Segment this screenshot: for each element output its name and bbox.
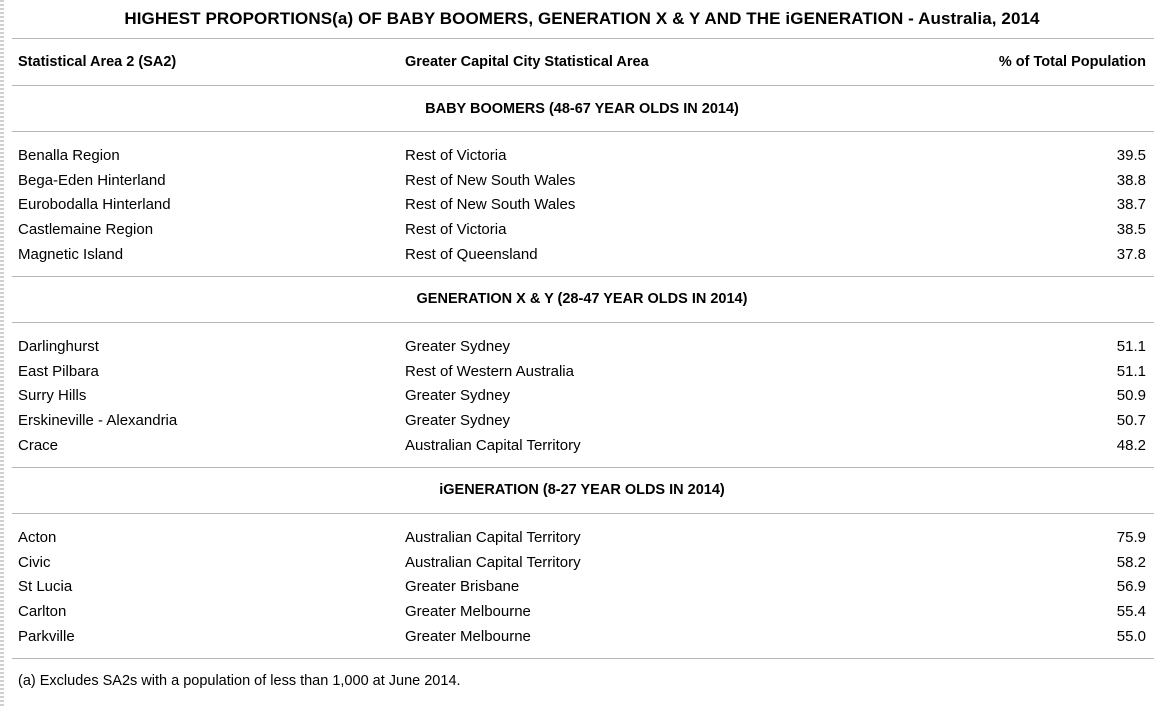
cell-sa2: Carlton bbox=[18, 603, 67, 621]
page-left-edge bbox=[0, 0, 4, 706]
footnote: (a) Excludes SA2s with a population of less than 1,000 at June 2014. bbox=[18, 672, 461, 689]
cell-sa2: Castlemaine Region bbox=[18, 221, 154, 239]
cell-gccsa: Greater Brisbane bbox=[405, 578, 520, 596]
cell-sa2: Bega-Eden Hinterland bbox=[18, 171, 166, 189]
table-row bbox=[8, 168, 1156, 193]
cell-gccsa: Greater Sydney bbox=[405, 412, 511, 430]
cell-sa2: Darlinghurst bbox=[18, 337, 99, 355]
table-row bbox=[8, 433, 1156, 458]
cell-pct: 50.7 bbox=[1116, 412, 1146, 430]
cell-gccsa: Australian Capital Territory bbox=[405, 437, 581, 455]
column-header-gccsa: Greater Capital City Statistical Area bbox=[405, 54, 649, 70]
cell-pct: 56.9 bbox=[1116, 578, 1146, 596]
cell-pct: 50.9 bbox=[1116, 387, 1146, 405]
cell-gccsa: Rest of New South Wales bbox=[405, 196, 576, 214]
table-row bbox=[8, 217, 1156, 242]
cell-pct: 75.9 bbox=[1116, 528, 1146, 546]
table-row bbox=[8, 550, 1156, 575]
report-page bbox=[8, 0, 1156, 706]
cell-gccsa: Rest of New South Wales bbox=[405, 171, 576, 189]
table-row bbox=[8, 334, 1156, 359]
cell-sa2: Acton bbox=[18, 528, 57, 546]
cell-gccsa: Rest of Western Australia bbox=[405, 362, 574, 380]
table-row bbox=[8, 193, 1156, 218]
cell-sa2: Eurobodalla Hinterland bbox=[18, 196, 171, 214]
table-row bbox=[8, 575, 1156, 600]
cell-sa2: East Pilbara bbox=[18, 362, 99, 380]
column-header-pct: % of Total Population bbox=[998, 54, 1146, 70]
cell-pct: 58.2 bbox=[1116, 553, 1146, 571]
cell-pct: 55.0 bbox=[1116, 628, 1146, 646]
section-heading-label: GENERATION X & Y (28-47 YEAR OLDS IN 2014) bbox=[416, 291, 748, 308]
cell-gccsa: Australian Capital Territory bbox=[405, 553, 581, 571]
cell-gccsa: Greater Sydney bbox=[405, 337, 511, 355]
cell-sa2: Benalla Region bbox=[18, 146, 120, 164]
table-row bbox=[8, 359, 1156, 384]
table-row bbox=[8, 242, 1156, 267]
cell-gccsa: Greater Sydney bbox=[405, 387, 511, 405]
cell-pct: 48.2 bbox=[1116, 437, 1146, 455]
cell-sa2: Magnetic Island bbox=[18, 246, 124, 264]
section-heading-igeneration bbox=[8, 468, 1156, 513]
table-row bbox=[8, 624, 1156, 649]
cell-gccsa: Rest of Victoria bbox=[405, 221, 507, 239]
table-row bbox=[8, 408, 1156, 433]
section-heading-generation-xy bbox=[8, 277, 1156, 322]
cell-gccsa: Greater Melbourne bbox=[405, 603, 531, 621]
table-row bbox=[8, 143, 1156, 168]
cell-gccsa: Greater Melbourne bbox=[405, 628, 531, 646]
cell-sa2: Surry Hills bbox=[18, 387, 87, 405]
cell-pct: 37.8 bbox=[1116, 246, 1146, 264]
cell-pct: 38.5 bbox=[1116, 221, 1146, 239]
cell-pct: 55.4 bbox=[1116, 603, 1146, 621]
cell-pct: 39.5 bbox=[1116, 146, 1146, 164]
table-row bbox=[8, 525, 1156, 550]
cell-sa2: Crace bbox=[18, 437, 59, 455]
cell-pct: 38.8 bbox=[1116, 171, 1146, 189]
cell-sa2: Civic bbox=[18, 553, 51, 571]
table-title: HIGHEST PROPORTIONS(a) OF BABY BOOMERS, GENERATION X & Y AND THE iGENERATION - Australia, 2014 bbox=[124, 9, 1040, 28]
cell-sa2: St Lucia bbox=[18, 578, 73, 596]
cell-gccsa: Rest of Queensland bbox=[405, 246, 538, 264]
cell-pct: 38.7 bbox=[1116, 196, 1146, 214]
section-heading-baby-boomers bbox=[8, 86, 1156, 131]
table-row bbox=[8, 599, 1156, 624]
cell-pct: 51.1 bbox=[1116, 362, 1146, 380]
cell-gccsa: Rest of Victoria bbox=[405, 146, 507, 164]
column-header-sa2: Statistical Area 2 (SA2) bbox=[18, 54, 177, 70]
section-heading-label: BABY BOOMERS (48-67 YEAR OLDS IN 2014) bbox=[425, 100, 739, 117]
cell-sa2: Parkville bbox=[18, 628, 75, 646]
cell-sa2: Erskineville - Alexandria bbox=[18, 412, 178, 430]
section-heading-label: iGENERATION (8-27 YEAR OLDS IN 2014) bbox=[439, 482, 725, 499]
cell-gccsa: Australian Capital Territory bbox=[405, 528, 581, 546]
table-row bbox=[8, 384, 1156, 409]
cell-pct: 51.1 bbox=[1116, 337, 1146, 355]
column-header-row bbox=[8, 39, 1156, 85]
